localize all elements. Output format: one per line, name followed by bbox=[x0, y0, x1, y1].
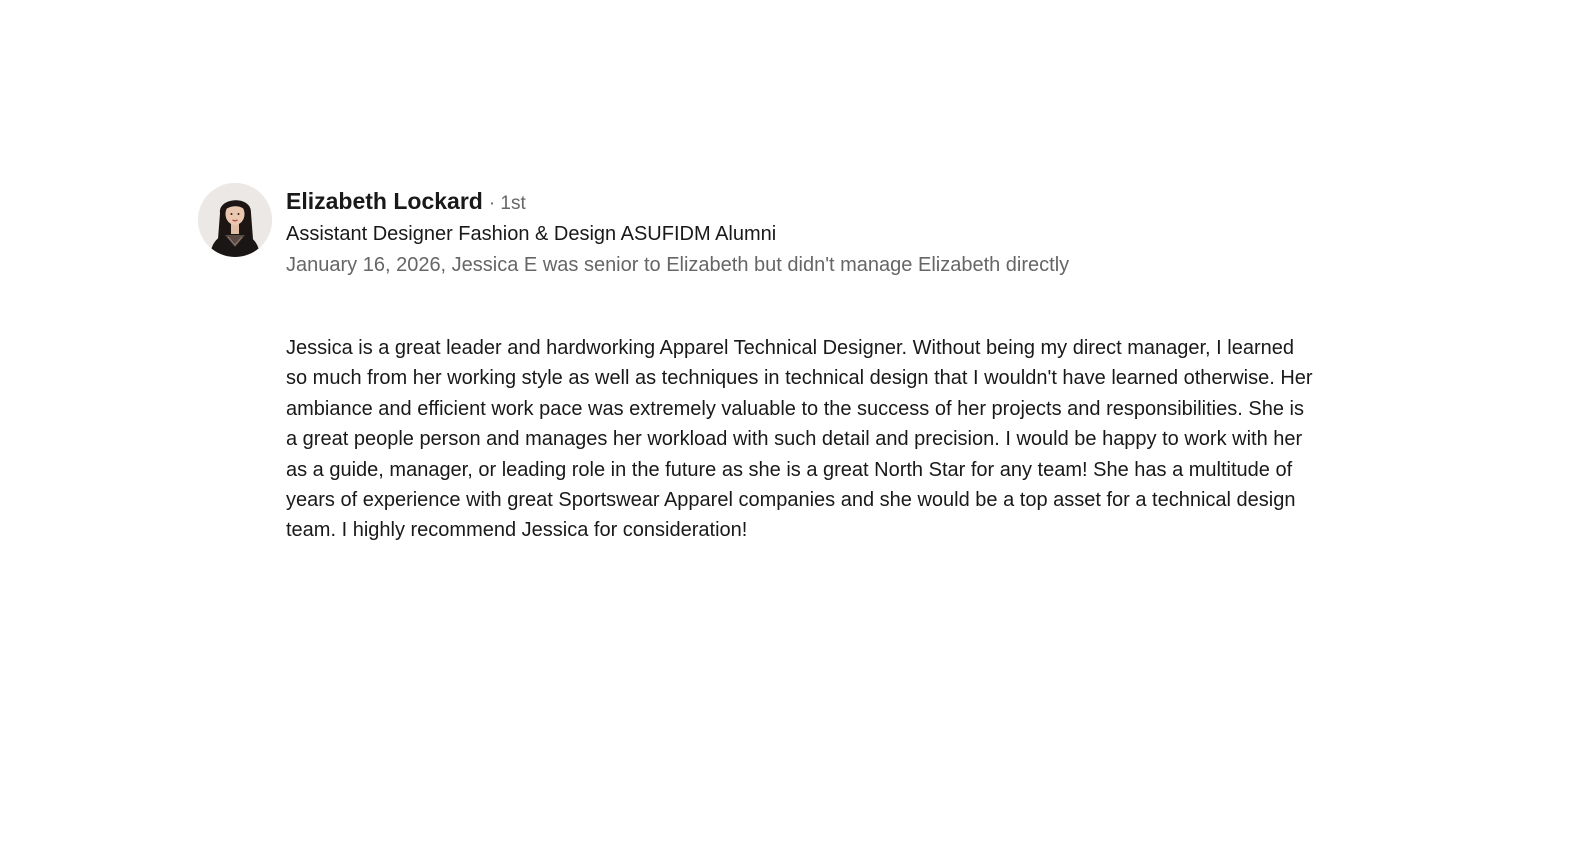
author-name-line bbox=[286, 183, 1346, 219]
author-identity bbox=[286, 183, 1346, 281]
author-name[interactable]: Elizabeth Lockard bbox=[286, 188, 483, 214]
profile-photo-icon bbox=[198, 183, 272, 257]
recommendation-meta: January 16, 2026, Jessica E was senior to Elizabeth but didn't manage Elizabeth directly bbox=[286, 254, 1070, 276]
avatar[interactable] bbox=[198, 183, 272, 257]
recommendation-text: Jessica is a great leader and hardworking Apparel Technical Designer. Without being my direct manager, I learned so much from her working style as well as techniques in technical design that I wouldn't have learned otherwise. Her ambiance and efficient work pace was extremely valuable to the success of her projects and responsibilities. She is a great people person and manages her workload with such detail and precision. I would be happy to work with her as a guide, manager, or leading role in the future as she is a great North Star for any team! She has a multitude of years of experience with great Sportswear Apparel companies and she would be a top asset for a technical design team. I highly recommend Jessica for consideration! bbox=[286, 337, 1313, 542]
recommendation-header bbox=[198, 183, 1348, 283]
connection-degree: · 1st bbox=[488, 193, 526, 214]
recommendation-card bbox=[198, 183, 1348, 546]
author-headline: Assistant Designer Fashion & Design ASUFIDM Alumni bbox=[286, 223, 777, 245]
